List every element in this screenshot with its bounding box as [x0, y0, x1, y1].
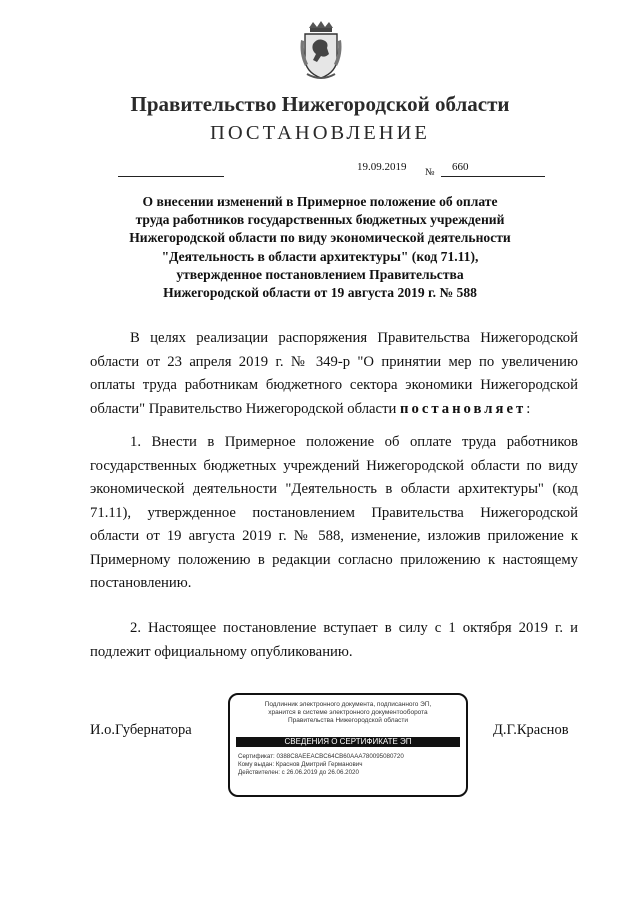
- blank-line-left: [118, 176, 224, 177]
- document-date: 19.09.2019: [357, 161, 407, 173]
- stamp-intro: [230, 701, 466, 725]
- resolves-verb: постановляет: [400, 400, 527, 417]
- document-number: 660: [452, 161, 469, 173]
- stamp-details: [238, 753, 404, 777]
- preamble-text: В целях реализации распоряжения Правительства Нижегородской области от 23 апреля 2019 г. № 349-р "О принятии мер по увеличению оплаты труда работникам бюджетного сектора экономики Нижегородской области" Правительство Нижегородской области: [90, 330, 578, 417]
- subject-line: "Деятельность в области архитектуры" (код 71.11),: [161, 248, 479, 264]
- electronic-signature-stamp: [228, 693, 468, 797]
- document-type: ПОСТАНОВЛЕНИЕ: [210, 122, 430, 144]
- clause-1-paragraph: [90, 431, 578, 596]
- stamp-title: СВЕДЕНИЯ О СЕРТИФИКАТЕ ЭП: [236, 737, 460, 747]
- number-underline: [441, 176, 545, 177]
- stamp-validity: Действителен: с 26.06.2019 до 26.06.2020: [238, 769, 359, 776]
- number-sign: №: [425, 167, 435, 178]
- stamp-certificate: Сертификат: 0388C8AEEACBC64CB60AAA780095080720: [238, 753, 404, 760]
- subject-line: Нижегородской области от 19 августа 2019 г. № 588: [163, 285, 477, 301]
- clause-2-paragraph: [90, 617, 578, 664]
- signer-name: Д.Г.Краснов: [493, 722, 569, 738]
- stamp-intro-line: Правительства Нижегородской области: [287, 717, 409, 724]
- document-subject: [90, 193, 550, 302]
- stamp-issued-to: Кому выдан: Краснов Дмитрий Германович: [238, 761, 363, 768]
- clause-1-text: 1. Внести в Примерное положение об оплате труда работников государственных бюджетных учреждений Нижегородской области по виду экономической деятельности "Деятельность в области архитектуры" (код 71.11), утвержденное постановлением Правительства Нижегородской области от 19 августа 2019 г. № 588, изменение, изложив приложение к Примерному положению в редакции согласно приложению к настоящему постановлению.: [90, 434, 578, 591]
- clause-2-text: 2. Настоящее постановление вступает в силу с 1 октября 2019 г. и подлежит официальному опубликованию.: [90, 620, 578, 660]
- coat-of-arms-icon: [299, 20, 343, 82]
- subject-line: утвержденное постановлением Правительства: [176, 266, 464, 282]
- stamp-intro-line: хранится в системе электронного документооборота: [268, 709, 428, 716]
- subject-line: труда работников государственных бюджетных учреждений: [135, 212, 505, 228]
- signer-position: И.о.Губернатора: [90, 722, 192, 738]
- preamble-colon: :: [526, 400, 531, 417]
- preamble-paragraph: [90, 327, 578, 421]
- stamp-intro-line: Подлинник электронного документа, подписанного ЭП,: [264, 701, 432, 708]
- subject-line: О внесении изменений в Примерное положение об оплате: [142, 194, 498, 209]
- government-title: Правительство Нижегородской области: [130, 92, 510, 116]
- subject-line: Нижегородской области по виду экономической деятельности: [129, 230, 511, 246]
